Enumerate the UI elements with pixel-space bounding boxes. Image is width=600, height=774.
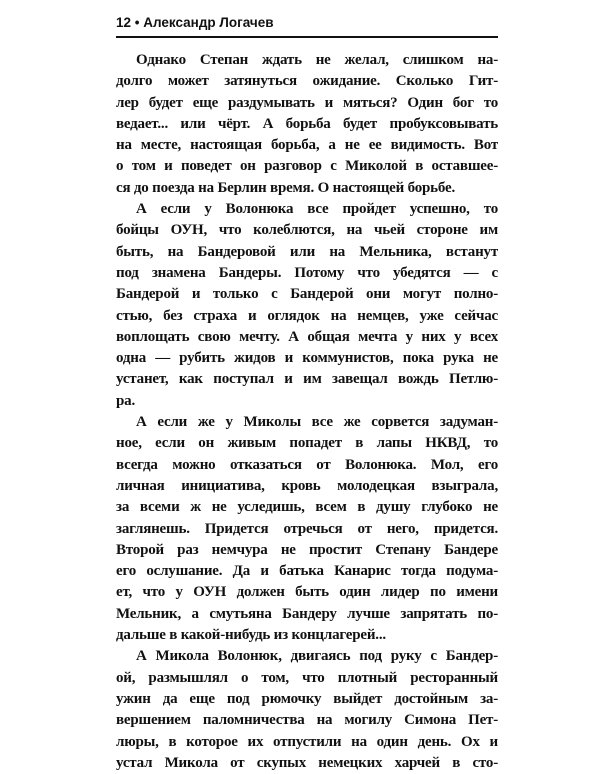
text-line: ное, если он живым попадет в лапы НКВД, то xyxy=(116,435,498,452)
text-line: долго может затянуться ожидание. Сколько Гит- xyxy=(116,73,498,90)
text-line: одна — рубить жидов и коммунистов, пока рука не xyxy=(116,350,498,367)
text-line: о том и поведет он разговор с Миколой в оставшее- xyxy=(116,158,498,175)
text-line: А если у Волонюка все пройдет успешно, то xyxy=(136,201,498,218)
text-line: Второй раз немчура не простит Степану Бандере xyxy=(116,541,498,558)
running-head: 12 • Александр Логачев xyxy=(116,15,274,30)
header-rule xyxy=(116,36,498,38)
text-line: его ослушание. Да и батька Канарис тогда подума- xyxy=(116,563,498,580)
text-line: лер будет еще раздумывать и мяться? Один бог то xyxy=(116,94,498,111)
text-line: ет, что у ОУН должен быть один лидер по имени xyxy=(116,584,498,601)
page-header xyxy=(116,14,498,40)
text-line: ужин да еще под рюмочку выйдет достойным за- xyxy=(116,690,498,707)
text-line: дальше в какой-нибудь из концлагерей... xyxy=(116,627,386,644)
text-line: быть, на Бандеровой или на Мельника, встанут xyxy=(116,243,498,260)
text-line: на месте, настоящая борьба, а не ее видимость. Вот xyxy=(116,137,498,154)
text-line: заглянешь. Придется отречься от него, придется. xyxy=(116,520,498,537)
text-line: ся до поезда на Берлин время. О настоящей борьбе. xyxy=(116,179,455,196)
text-line: под знамена Бандеры. Потому что убедятся — с xyxy=(116,264,498,281)
text-line: Бандерой и только с Бандерой они могут полно- xyxy=(116,286,498,303)
text-line: ра. xyxy=(116,392,135,409)
text-line: А если же у Миколы все же сорвется задуман- xyxy=(136,414,498,431)
text-line: А Микола Волонюк, двигаясь под руку с Бандер- xyxy=(136,648,498,665)
text-line: люры, в которое их отпустили на один день. Ох и xyxy=(116,733,498,750)
body-text xyxy=(116,50,498,774)
text-line: вершением паломничества на могилу Симона Пет- xyxy=(116,712,498,729)
text-line: ой, размышлял о том, что плотный ресторанный xyxy=(116,669,498,686)
text-line: Однако Степан ждать не желал, слишком на- xyxy=(136,52,498,68)
text-line: воплощать свою мечту. А общая мечта у них у всех xyxy=(116,328,498,345)
text-line: устанет, как поступал и им завещал вождь Петлю- xyxy=(116,371,498,388)
text-line: Мельник, а смутьяна Бандеру лучше запрятать по- xyxy=(116,605,498,622)
text-line: за всеми ж не уследишь, всем в душу глубоко не xyxy=(116,499,498,516)
text-line: бойцы ОУН, что колеблются, на чьей стороне им xyxy=(116,222,498,239)
text-line: личная инициатива, кровь молодецкая взыграла, xyxy=(116,477,498,494)
text-line: ведает... или чёрт. А борьба будет пробуксовывать xyxy=(116,115,498,132)
text-line: всегда можно отказаться от Волонюка. Мол, его xyxy=(116,456,498,473)
text-line: устал Микола от скупых немецких харчей в сто- xyxy=(116,754,498,771)
text-line: стью, без страха и оглядок на немцев, уже сейчас xyxy=(116,307,498,324)
